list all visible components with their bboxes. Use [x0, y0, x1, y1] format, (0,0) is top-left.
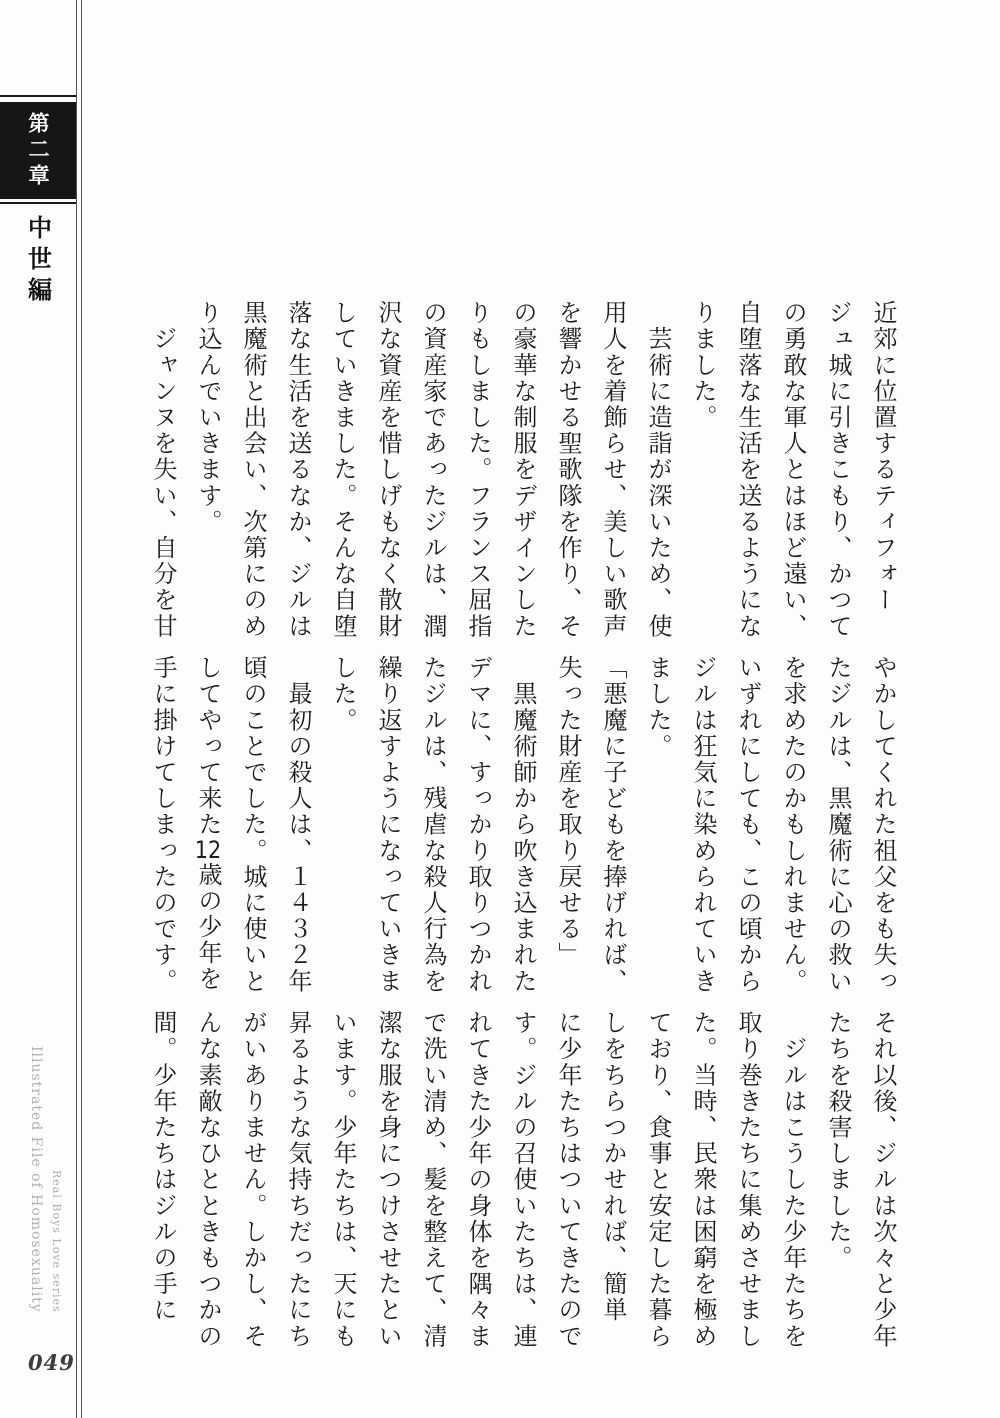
- text-column: 自堕落な生活を送るようにな: [734, 300, 762, 640]
- text-column: がいありません。しかし、そ: [239, 1010, 267, 1350]
- text-column: ました。: [644, 655, 672, 760]
- text-column: 手に掛けてしまったのです。: [149, 655, 177, 995]
- text-column: 芸術に造詣が深いため、使: [644, 300, 672, 640]
- text-column: 「悪魔に子どもを捧げれば、: [599, 655, 627, 995]
- text-column: たちを殺害しました。: [824, 1010, 852, 1271]
- text-column: 間。少年たちはジルの手に: [149, 1010, 177, 1324]
- text-column: 昇るような気持ちだったにち: [284, 1010, 312, 1350]
- section-label: 中世編: [23, 215, 52, 308]
- text-column: に少年たちはついてきたので: [554, 1010, 582, 1350]
- text-column: たジルは、残虐な殺人行為を: [419, 655, 447, 995]
- text-column: りもしました。フランス屈指: [464, 300, 492, 640]
- text-column: 近郊に位置するティフォー: [869, 300, 897, 614]
- text-column: ており、食事と安定した暮ら: [644, 1010, 672, 1350]
- text-column: 取り巻きたちに集めさせまし: [734, 1010, 762, 1350]
- text-column: それ以後、ジルは次々と少年: [869, 1010, 897, 1350]
- text-column: デマに、すっかり取りつかれ: [464, 655, 492, 995]
- text-column: した。: [329, 655, 357, 734]
- text-column: してやって来た12歳の少年を: [194, 655, 222, 993]
- text-column: 落な生活を送るなか、ジルは: [284, 300, 312, 640]
- text-band-2: [140, 655, 905, 1001]
- text-column: ジャンヌを失い、自分を甘: [149, 300, 177, 640]
- text-band-3: [140, 1010, 905, 1356]
- text-column: 繰り返すようになっていきま: [374, 655, 402, 995]
- text-column: ジュ城に引きこもり、かつて: [824, 300, 852, 640]
- text-column: た。当時、民衆は困窮を極め: [689, 1010, 717, 1350]
- text-column: 黒魔術師から吹き込まれた: [509, 655, 537, 995]
- section-wrap: [0, 215, 76, 308]
- text-column: いずれにしても、この頃から: [734, 655, 762, 995]
- series-caption: Real Boys Love series: [50, 1170, 63, 1313]
- sidebar-divider-rule: [76, 0, 82, 1418]
- subtitle-caption: Illustrated File of Homosexuality: [28, 1046, 44, 1313]
- text-column: で洗い清め、髪を整えて、清: [419, 1010, 447, 1350]
- text-column: の勇敢な軍人とはほど遠い、: [779, 300, 807, 640]
- text-column: り込んでいきます。: [194, 300, 222, 535]
- text-column: 用人を着飾らせ、美しい歌声: [599, 300, 627, 640]
- text-band-1: [140, 300, 905, 646]
- text-column: 黒魔術と出会い、次第にのめ: [239, 300, 267, 640]
- text-column: していきました。そんな自堕: [329, 300, 357, 640]
- text-column: の資産家であったジルは、潤: [419, 300, 447, 640]
- text-column: 頃のことでした。城に使いと: [239, 655, 267, 995]
- text-column: を求めたのかもしれません。: [779, 655, 807, 995]
- text-column: を響かせる聖歌隊を作り、そ: [554, 300, 582, 640]
- text-column: りました。: [689, 300, 717, 431]
- text-column: んな素敵なひとときもつかの: [194, 1010, 222, 1350]
- text-column: れてきた少年の身体を隅々ま: [464, 1010, 492, 1350]
- text-column: ジルは狂気に染められていき: [689, 655, 717, 995]
- text-column: 最初の殺人は、１４３２年: [284, 655, 312, 995]
- text-column: 潔な服を身につけさせたとい: [374, 1010, 402, 1350]
- body-text: [140, 300, 905, 1365]
- text-column: しをちらつかせれば、簡単: [599, 1010, 627, 1324]
- sidebar-bottom-rule: [0, 202, 76, 204]
- text-column: 失った財産を取り戻せる」: [554, 655, 582, 969]
- text-column: います。少年たちは、天にも: [329, 1010, 357, 1350]
- page-number: 049: [28, 1350, 75, 1375]
- text-column: 沢な資産を惜しげもなく散財: [374, 300, 402, 640]
- text-column: す。ジルの召使いたちは、連: [509, 1010, 537, 1350]
- sidebar-top-rule: [0, 95, 76, 97]
- chapter-box: [0, 102, 76, 199]
- text-column: やかしてくれた祖父をも失っ: [869, 655, 897, 995]
- chapter-label: 第二章: [26, 111, 50, 190]
- text-column: の豪華な制服をデザインした: [509, 300, 537, 640]
- text-column: ジルはこうした少年たちを: [779, 1010, 807, 1350]
- text-column: たジルは、黒魔術に心の救い: [824, 655, 852, 995]
